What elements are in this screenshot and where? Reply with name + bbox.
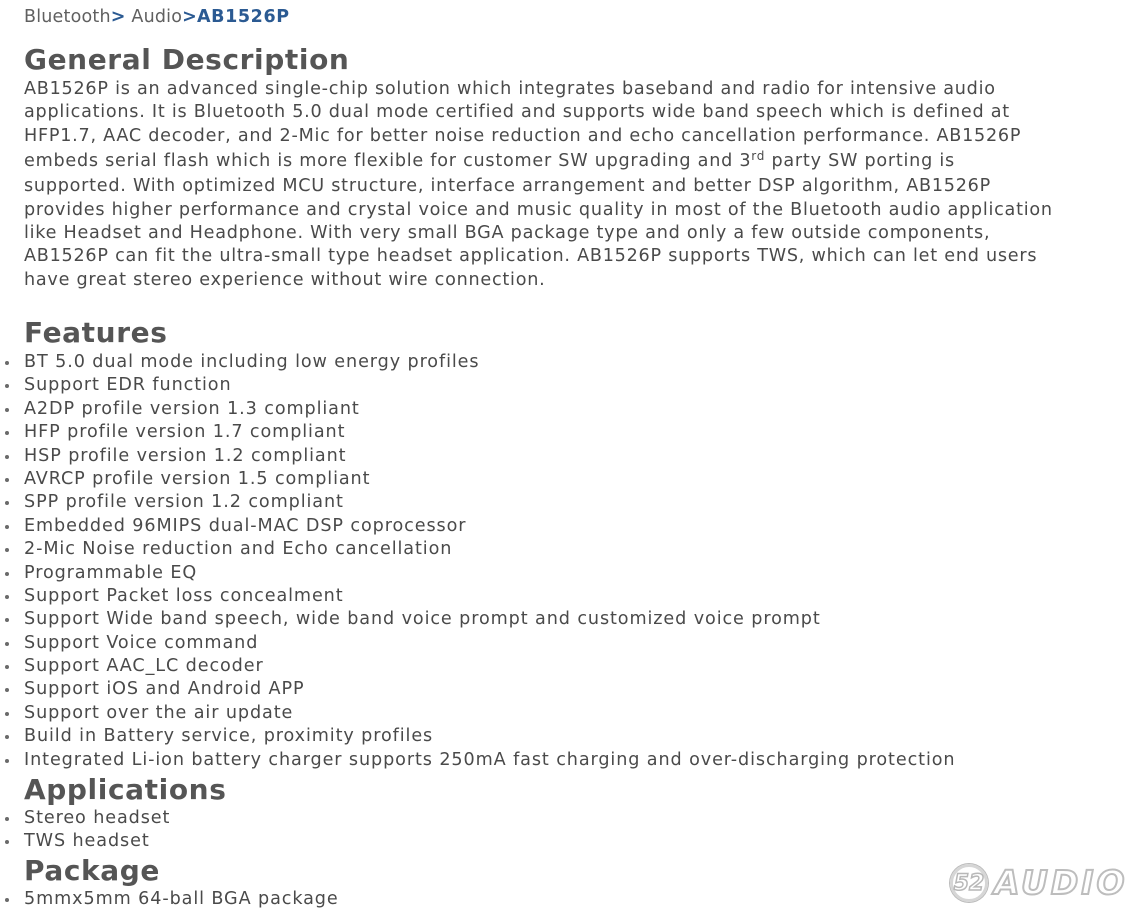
feature-text: Integrated Li-ion battery charger supports 250mA fast charging and over-discharging protection [24,749,956,770]
list-item [0,807,170,830]
feature-text: HSP profile version 1.2 compliant [24,445,347,466]
list-item [0,608,955,631]
bullet-icon [5,688,9,692]
bullet-icon [5,361,9,365]
application-text: TWS headset [24,831,150,852]
bullet-icon [5,478,9,482]
breadcrumb-bluetooth-link[interactable]: Bluetooth [24,7,111,27]
bullet-icon [5,501,9,505]
bullet-icon [5,408,9,412]
description-line: applications. It is Bluetooth 5.0 dual mode certified and supports wide band speech which is defined at [24,102,1010,123]
list-item [0,725,955,748]
feature-text: Embedded 96MIPS dual-MAC DSP coprocessor [24,515,467,536]
superscript-ordinal: rd [751,149,766,164]
feature-text: 2-Mic Noise reduction and Echo cancellation [24,539,453,560]
description-line: like Headset and Headphone. With very small BGA package type and only a few outside components, [24,223,991,244]
bullet-icon [5,665,9,669]
watermark-logo [950,860,1128,906]
bullet-icon [5,572,9,576]
list-item [0,491,955,514]
bullet-icon [5,898,9,902]
general-description-heading: General Description [24,43,350,76]
bullet-icon [5,455,9,459]
feature-text: Programmable EQ [24,562,198,583]
list-item [0,655,955,678]
list-item [0,445,955,468]
description-text: party SW porting is [765,151,955,172]
description-line: HFP1.7, AAC decoder, and 2-Mic for better noise reduction and echo cancellation performance. AB1526P [24,125,1022,146]
bullet-icon [5,595,9,599]
list-item [0,585,955,608]
list-item [0,538,955,561]
description-line: AB1526P is an advanced single-chip solution which integrates baseband and radio for intensive audio [24,79,996,99]
description-line: have great stereo experience without wire connection. [24,269,546,290]
feature-text: AVRCP profile version 1.5 compliant [24,468,371,489]
breadcrumb-current-product: AB1526P [197,7,290,27]
bullet-icon [5,548,9,552]
general-description-text [24,78,1114,292]
bullet-icon [5,384,9,388]
list-item [0,515,955,538]
feature-text: Support Wide band speech, wide band voice prompt and customized voice prompt [24,609,821,630]
feature-text: Support Voice command [24,632,259,653]
list-item [0,398,955,421]
bullet-icon [5,642,9,646]
description-line: AB1526P can fit the ultra-small type headset application. AB1526P supports TWS, which can let end users [24,246,1038,267]
feature-text: Support over the air update [24,702,294,723]
list-item [0,830,170,853]
list-item [0,888,339,911]
bullet-icon [5,817,9,821]
bullet-icon [5,618,9,622]
package-text: 5mmx5mm 64-ball BGA package [24,889,339,909]
watermark-word: AUDIO [994,863,1128,902]
package-heading: Package [24,854,161,887]
package-list [0,888,339,911]
features-heading: Features [24,316,168,349]
watermark-number-badge: 52 [950,864,988,902]
list-item [0,351,955,374]
feature-text: HFP profile version 1.7 compliant [24,422,346,443]
description-line: provides higher performance and crystal voice and music quality in most of the Bluetooth audio application [24,199,1053,220]
bullet-icon [5,712,9,716]
breadcrumb [24,5,290,29]
list-item [0,678,955,701]
list-item [0,702,955,725]
list-item [0,374,955,397]
feature-text: Support iOS and Android APP [24,679,305,700]
bullet-icon [5,840,9,844]
bullet-icon [5,431,9,435]
description-line: supported. With optimized MCU structure, interface arrangement and better DSP algorithm, AB1526P [24,176,991,197]
description-text: embeds serial flash which is more flexible for customer SW upgrading and 3 [24,151,752,172]
list-item [0,632,955,655]
list-item [0,749,955,772]
breadcrumb-separator: > [182,7,198,27]
feature-text: Support Packet loss concealment [24,585,344,606]
feature-text: A2DP profile version 1.3 compliant [24,398,360,419]
feature-text: Support EDR function [24,375,232,396]
bullet-icon [5,525,9,529]
features-list [0,351,955,772]
list-item [0,421,955,444]
description-line [24,148,1114,175]
feature-text: Build in Battery service, proximity profiles [24,726,434,747]
breadcrumb-audio-link[interactable]: Audio [131,7,183,27]
bullet-icon [5,759,9,763]
feature-text: Support AAC_LC decoder [24,656,264,677]
feature-text: BT 5.0 dual mode including low energy profiles [24,352,480,372]
breadcrumb-separator: > [110,7,126,27]
application-text: Stereo headset [24,808,171,828]
applications-heading: Applications [24,773,227,806]
applications-list [0,807,170,854]
list-item [0,468,955,491]
feature-text: SPP profile version 1.2 compliant [24,492,344,513]
list-item [0,562,955,585]
bullet-icon [5,735,9,739]
